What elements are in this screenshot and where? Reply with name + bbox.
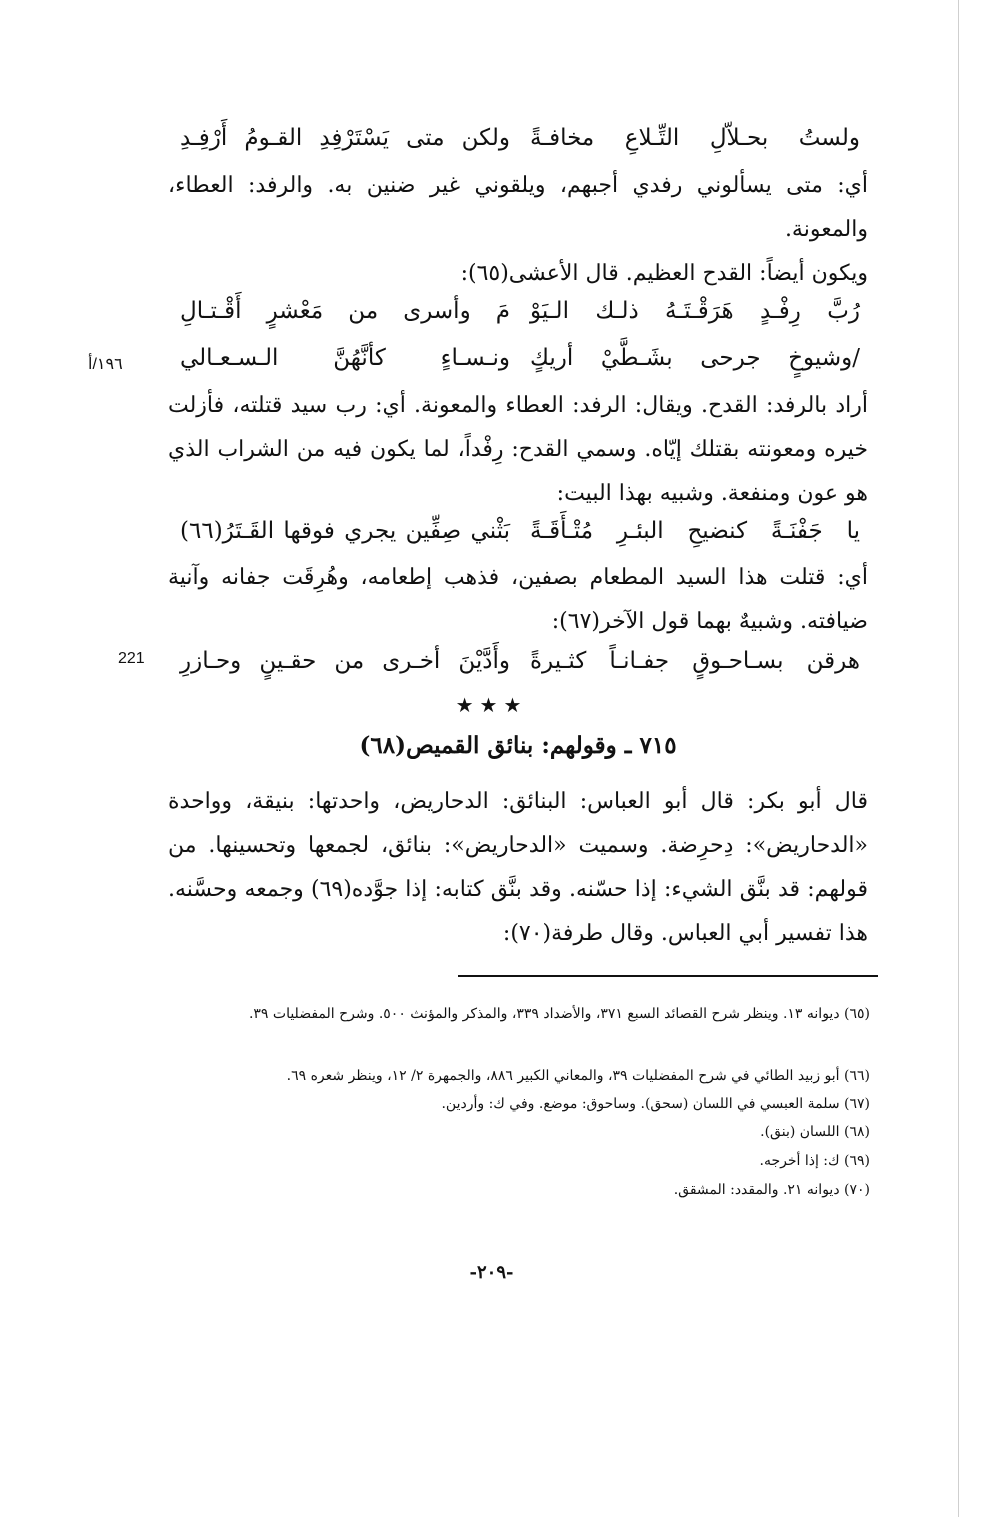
footnote: (٦٥) ديوانه ١٣. وينظر شرح القصائد السبع ٣٧١، والأضداد ٣٣٩، والمذكر والمؤنث ٥٠٠. وشرح المفضليات ٣٩. [248, 1006, 870, 1022]
edition-page-marker: 221 [118, 650, 145, 667]
verse-line [180, 298, 860, 338]
paragraph: أي: قتلت هذا السيد المطعام بصفين، فذهب إطعامه، وهُرِقَت جفانه وآنية ضيافته. وشبيهٌ بهما قول الآخر(٦٧): [168, 565, 868, 634]
footnote-divider [458, 975, 878, 977]
paragraph: ويكون أيضاً: القدح العظيم. قال الأعشى(٦٥): [460, 261, 868, 286]
paragraph: قال أبو بكر: قال أبو العباس: البنائق: الدحاريض، واحدتها: بنيقة، وواحدة «الدحاريض»: دِحرِضة. وسميت «الدحاريض»: بنائق، لجمعها وتحسينها. من قولهم: قد بنَّق الشيء: إذا حسّنه. وقد بنَّق كتابه: إذا جوَّده(٦٩) وجمعه وحسَّنه. هذا تفسير أبي العباس. وقال طرفة(٧٠): [168, 789, 868, 946]
section-separator-stars: ★★★ [455, 693, 528, 717]
footnote: (٦٧) سلمة العبسي في اللسان (سحق). وساحوق: موضع. وفي ك: وأردين. [441, 1096, 870, 1112]
verse-line [180, 345, 860, 385]
verse-line [180, 125, 860, 165]
scan-edge-line [958, 0, 959, 1517]
verse-first-hemistich: هرقن بسـاحـوقٍ جفـانـاً كثـيرةً [530, 648, 860, 674]
verse-first-hemistich: /وشيوخٍ جرحى بشَـطَّيْ أريكٍ [530, 345, 860, 371]
paragraph: أراد بالرفد: القدح. ويقال: الرفد: العطاء والمعونة. أي: رب سيد قتلته، فأزلت خيره ومعونته بقتلك إيّاه. وسمي القدح: رِفْداً، لما يكون فيه من الشراب الذي هو عون ومنفعة. وشبيه بهذا البيت: [168, 393, 868, 506]
verse-line [180, 648, 860, 688]
verse-line [180, 518, 860, 558]
verse-first-hemistich: يا جَفْنَـةً كنضيحِ البئـرِ مُتْـأَقَـةً [530, 518, 860, 544]
verse-second-hemistich: وأَدَّيْنَ أخـرى من حقـينٍ وحـازرِ [180, 648, 510, 674]
footnote: (٦٨) اللسان (بنق). [760, 1124, 870, 1140]
verse-first-hemistich: ولستُ بحـلاّلِ التِّـلاعِ مخافـةً [530, 125, 860, 151]
verse-second-hemistich: بَثْني صِفِّين يجري فوقها القَـتَرُ(٦٦) [180, 518, 510, 544]
verse-second-hemistich: مَ وأسرى من مَعْشرٍ أَقْـتـالِ [180, 298, 510, 324]
section-heading: ٧١٥ ـ وقولهم: بنائق القميص(٦٨) [359, 732, 677, 759]
paragraph: أي: متى يسألوني رفدي أجبهم، ويلقوني غير ضنين به. والرفد: العطاء، والمعونة. [168, 173, 868, 242]
page-number: -٢٠٩- [469, 1262, 514, 1283]
manuscript-folio-marker: ١٩٦/أ [88, 356, 123, 373]
verse-second-hemistich: ولكن متى يَسْتَرْفِدِ القـومُ أَرْفِـدِ [180, 125, 510, 151]
verse-first-hemistich: رُبَّ رِفْـدٍ هَرَقْـتَـهُ ذلـك الـيَوْ [530, 298, 860, 324]
footnote: (٦٩) ك: إذا أخرجه. [759, 1153, 870, 1169]
footnote: (٧٠) ديوانه ٢١. والمقدد: المشقق. [673, 1182, 870, 1198]
footnote: (٦٦) أبو زبيد الطائي في شرح المفضليات ٣٩، والمعاني الكبير ٨٨٦، والجمهرة ٢/ ١٢، وينظر شعره ٦٩. [286, 1068, 870, 1084]
verse-second-hemistich: ونـسـاءٍ كأنَّهُنَّ الـسـعـالي [180, 345, 510, 371]
